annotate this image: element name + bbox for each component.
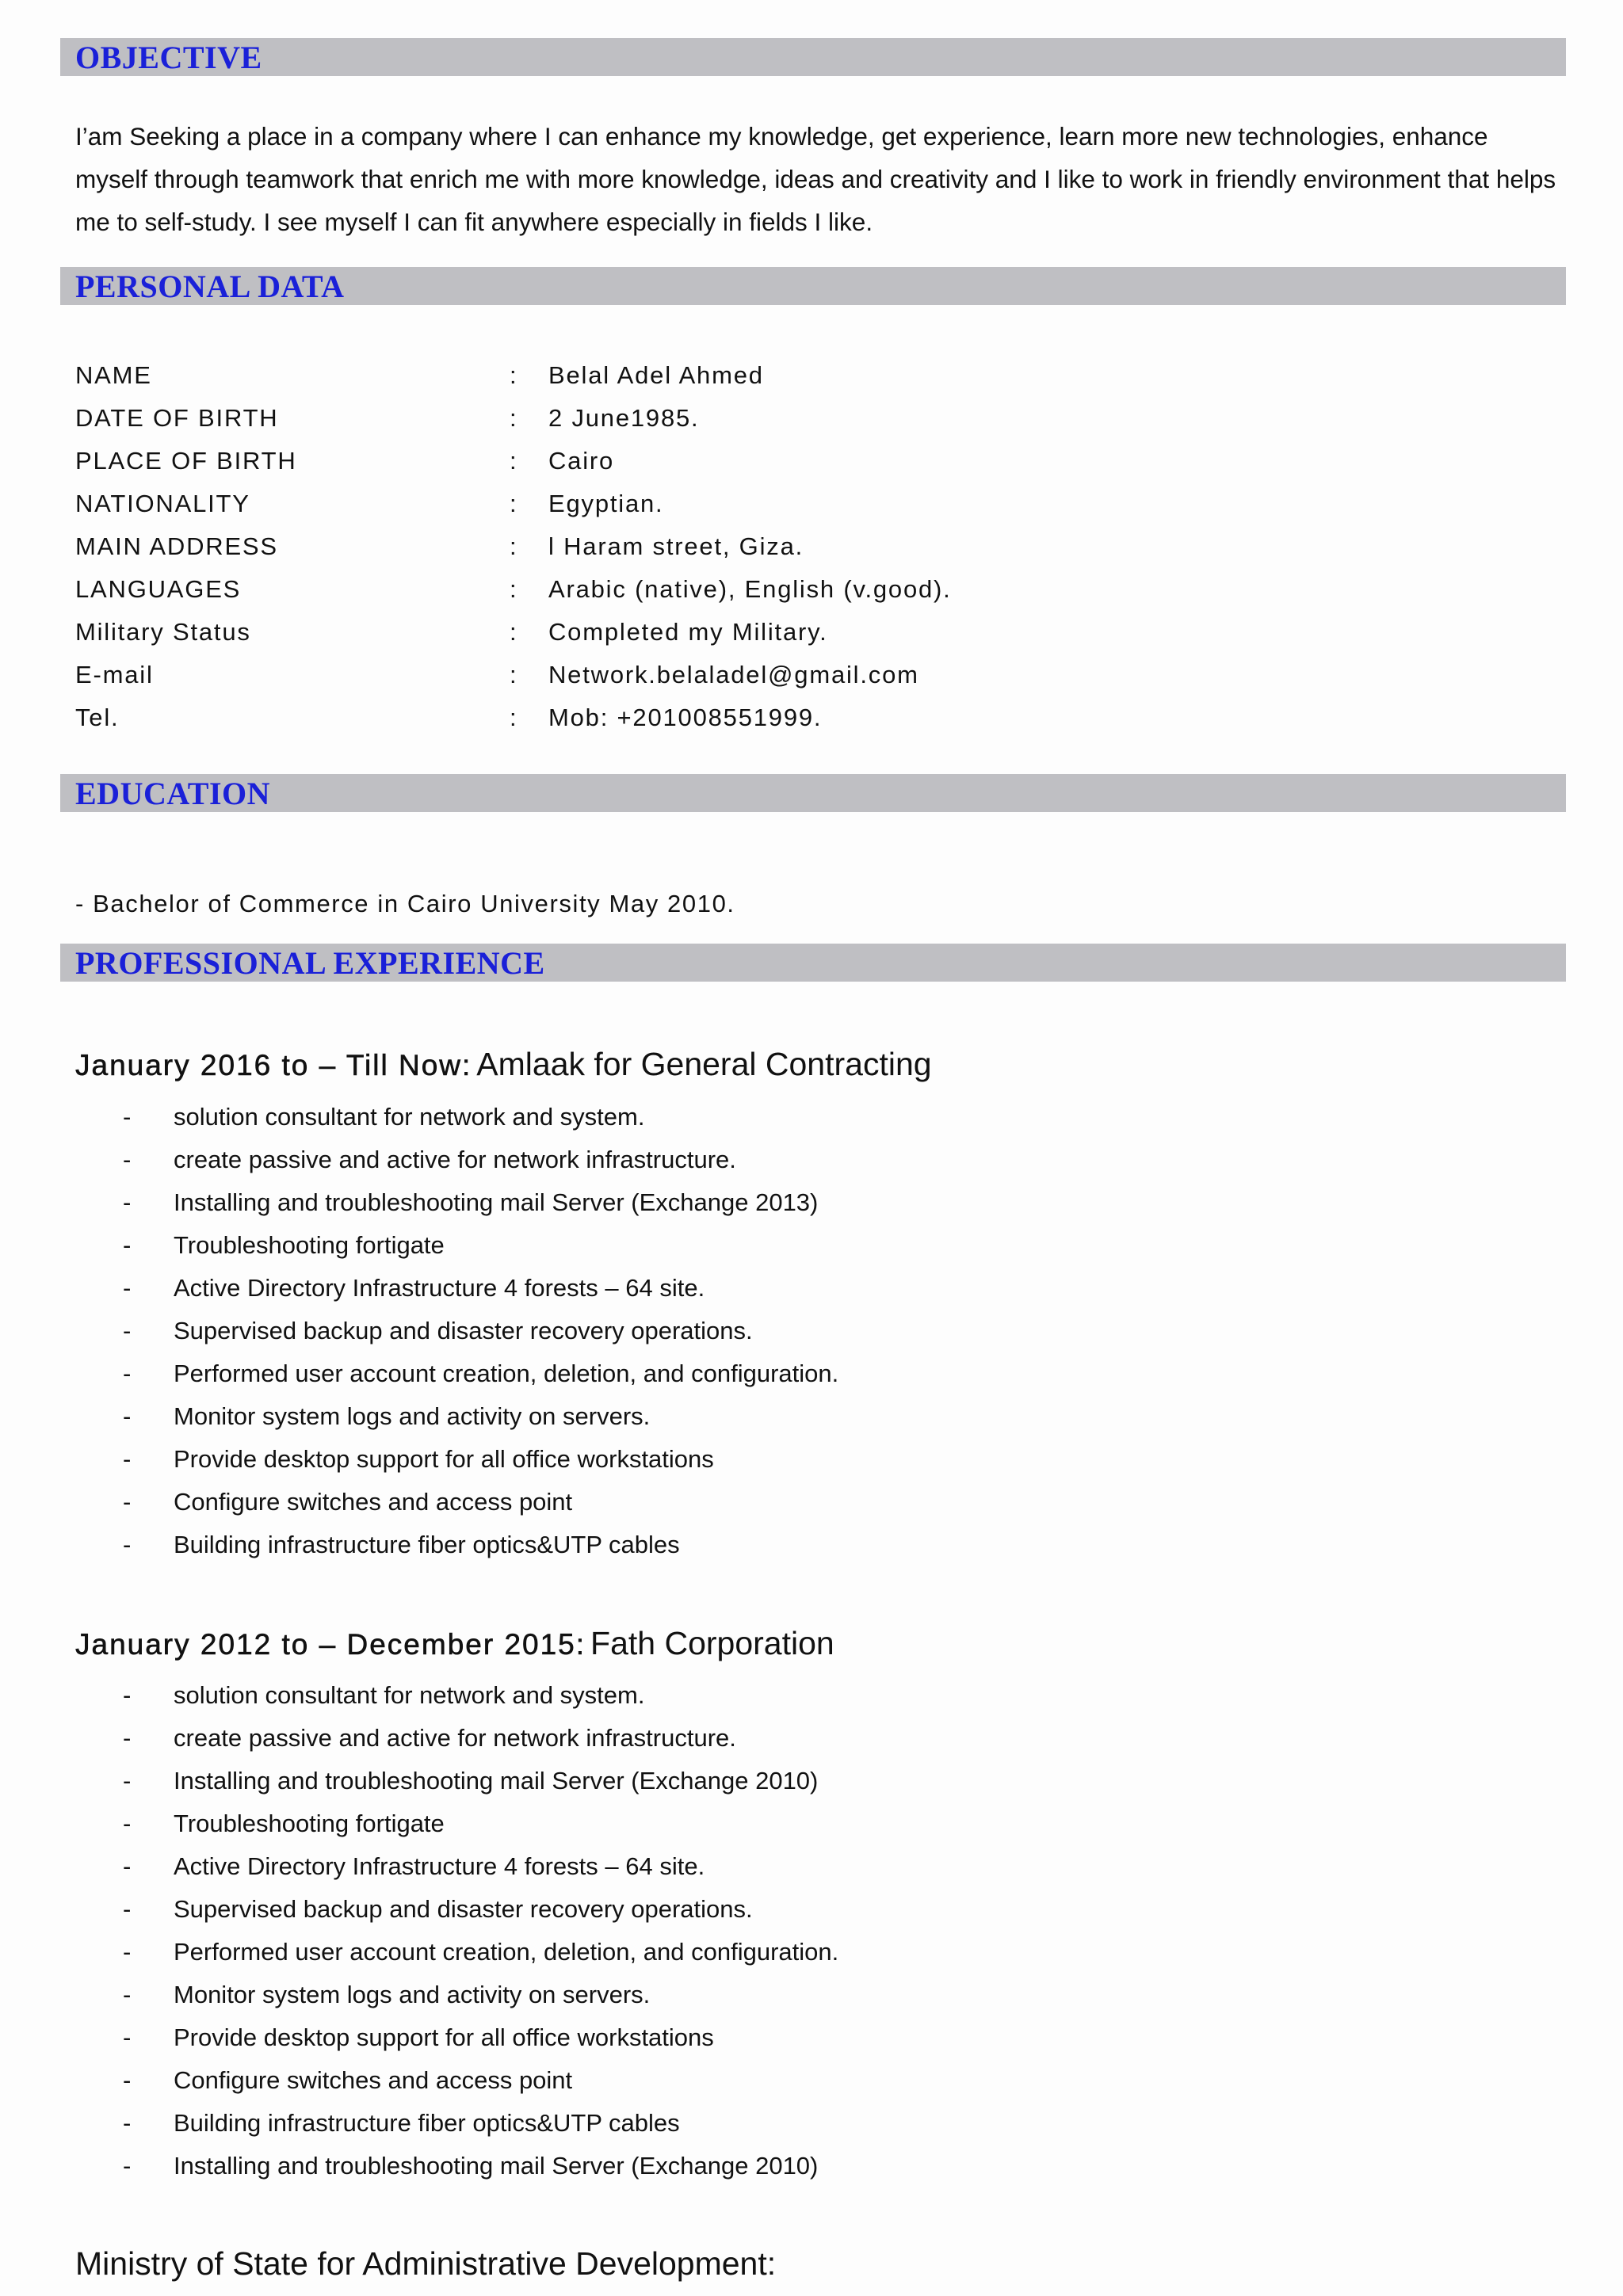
job-duty-text: create passive and active for network infrastructure. — [174, 1724, 736, 1752]
personal-data-row — [75, 525, 1264, 568]
personal-data-row — [75, 482, 1264, 525]
job-duty-text: Building infrastructure fiber optics&UTP cables — [174, 1531, 680, 1558]
bullet-dash: - — [123, 1317, 132, 1344]
personal-data-row — [75, 568, 1264, 611]
bullet-dash: - — [123, 2152, 132, 2180]
bullet-dash: - — [123, 1531, 132, 1558]
job-period: January 2012 to – December 2015: — [75, 1628, 586, 1661]
job-duty-text: solution consultant for network and system. — [174, 1681, 645, 1709]
objective-text: I’am Seeking a place in a company where I can enhance my knowledge, get experience, learn more new technologies, enhance myself through teamwork that enrich me with more knowledge, ideas and creativity and I like to work in friendly environment that helps me to self-study. I see myself I can fit anywhere especially in fields I like. — [75, 122, 1556, 236]
experience-section-bar — [60, 944, 1566, 982]
bullet-dash: - — [123, 1852, 132, 1880]
job-duty-text: Provide desktop support for all office workstations — [174, 1445, 714, 1473]
objective-section-bar — [60, 38, 1566, 76]
job-duty-text: Provide desktop support for all office workstations — [174, 2023, 714, 2051]
job-duty-text: Installing and troubleshooting mail Server (Exchange 2010) — [174, 1767, 819, 1794]
bullet-dash: - — [123, 2109, 132, 2137]
job-duty-text: Configure switches and access point — [174, 2066, 573, 2094]
personal-data-row — [75, 696, 1264, 739]
bullet-dash: - — [123, 1810, 132, 1837]
personal-data-label: PLACE OF BIRTH — [75, 447, 297, 475]
personal-data-colon: : — [510, 661, 518, 688]
bullet-dash: - — [123, 1981, 132, 2008]
job-duty-text: Supervised backup and disaster recovery operations. — [174, 1895, 753, 1923]
personal-data-label: Military Status — [75, 618, 251, 646]
bullet-dash: - — [123, 1402, 132, 1430]
job-duty-text: Supervised backup and disaster recovery operations. — [174, 1317, 753, 1344]
personal-data-colon: : — [510, 447, 518, 475]
job-company: Amlaak for General Contracting — [476, 1046, 932, 1082]
personal-data-row — [75, 440, 1264, 482]
job-duty-text: Monitor system logs and activity on servers. — [174, 1981, 651, 2008]
job-duty-text: Installing and troubleshooting mail Server (Exchange 2010) — [174, 2152, 819, 2180]
bullet-dash: - — [123, 1681, 132, 1709]
personal-data-label: DATE OF BIRTH — [75, 404, 279, 432]
bullet-dash: - — [123, 1938, 132, 1966]
personal-data-row — [75, 611, 1264, 654]
job-header — [75, 1046, 932, 1093]
job-duty-text: Active Directory Infrastructure 4 forests – 64 site. — [174, 1852, 705, 1880]
bullet-dash: - — [123, 2066, 132, 2094]
job-duty-text: Configure switches and access point — [174, 1488, 573, 1516]
bullet-dash: - — [123, 1231, 132, 1259]
job-duty-text: Performed user account creation, deletion, and configuration. — [174, 1360, 839, 1387]
job-duty-text: Monitor system logs and activity on servers. — [174, 1402, 651, 1430]
personal-data-label: NAME — [75, 361, 152, 389]
personal-data-label: LANGUAGES — [75, 575, 242, 603]
ministry-heading: Ministry of State for Administrative Development: — [75, 2245, 777, 2282]
personal-data-value: Cairo — [548, 447, 615, 475]
job-duty-text: Performed user account creation, deletion, and configuration. — [174, 1938, 839, 1966]
personal-data-row — [75, 354, 1264, 397]
personal-data-value: Network.belaladel@gmail.com — [548, 661, 919, 688]
personal-data-section-bar — [60, 267, 1566, 305]
job-duty-text: Troubleshooting fortigate — [174, 1810, 445, 1837]
bullet-dash: - — [123, 1488, 132, 1516]
job-header — [75, 1625, 834, 1672]
bullet-dash: - — [123, 2023, 132, 2051]
bullet-dash: - — [123, 1724, 132, 1752]
personal-data-value: 2 June1985. — [548, 404, 700, 432]
bullet-dash: - — [123, 1360, 132, 1387]
bullet-dash: - — [123, 1274, 132, 1302]
job-company: Fath Corporation — [590, 1625, 834, 1661]
education-heading: EDUCATION — [75, 776, 271, 811]
personal-data-colon: : — [510, 404, 518, 432]
objective-heading: OBJECTIVE — [75, 40, 262, 75]
personal-data-row — [75, 654, 1264, 696]
job-duty-text: solution consultant for network and system. — [174, 1103, 645, 1131]
job-duty-text: Installing and troubleshooting mail Server (Exchange 2013) — [174, 1188, 819, 1216]
job-duty-text: Troubleshooting fortigate — [174, 1231, 445, 1259]
personal-data-label: Tel. — [75, 704, 120, 731]
personal-data-colon: : — [510, 618, 518, 646]
experience-heading: PROFESSIONAL EXPERIENCE — [75, 945, 545, 981]
personal-data-row — [75, 397, 1264, 440]
personal-data-label: E-mail — [75, 661, 154, 688]
bullet-dash: - — [123, 1188, 132, 1216]
personal-data-colon: : — [510, 532, 518, 560]
job-period: January 2016 to – Till Now: — [75, 1049, 472, 1081]
job-duty-text: create passive and active for network infrastructure. — [174, 1146, 736, 1173]
personal-data-colon: : — [510, 361, 518, 389]
personal-data-colon: : — [510, 575, 518, 603]
personal-data-value: Mob: +201008551999. — [548, 704, 823, 731]
personal-data-value: Completed my Military. — [548, 618, 828, 646]
bullet-dash: - — [123, 1767, 132, 1794]
education-section-bar — [60, 774, 1566, 812]
personal-data-colon: : — [510, 490, 518, 517]
personal-data-value: l Haram street, Giza. — [548, 532, 804, 560]
personal-data-label: NATIONALITY — [75, 490, 250, 517]
bullet-dash: - — [123, 1445, 132, 1473]
personal-data-value: Belal Adel Ahmed — [548, 361, 764, 389]
bullet-dash: - — [123, 1103, 132, 1131]
job-duty-text: Active Directory Infrastructure 4 forests – 64 site. — [174, 1274, 705, 1302]
personal-data-colon: : — [510, 704, 518, 731]
personal-data-label: MAIN ADDRESS — [75, 532, 278, 560]
personal-data-value: Egyptian. — [548, 490, 664, 517]
personal-data-heading: PERSONAL DATA — [75, 269, 345, 304]
bullet-dash: - — [123, 1146, 132, 1173]
personal-data-value: Arabic (native), English (v.good). — [548, 575, 952, 603]
job-duty-text: Building infrastructure fiber optics&UTP cables — [174, 2109, 680, 2137]
education-entry: - Bachelor of Commerce in Cairo University May 2010. — [75, 890, 735, 917]
bullet-dash: - — [123, 1895, 132, 1923]
